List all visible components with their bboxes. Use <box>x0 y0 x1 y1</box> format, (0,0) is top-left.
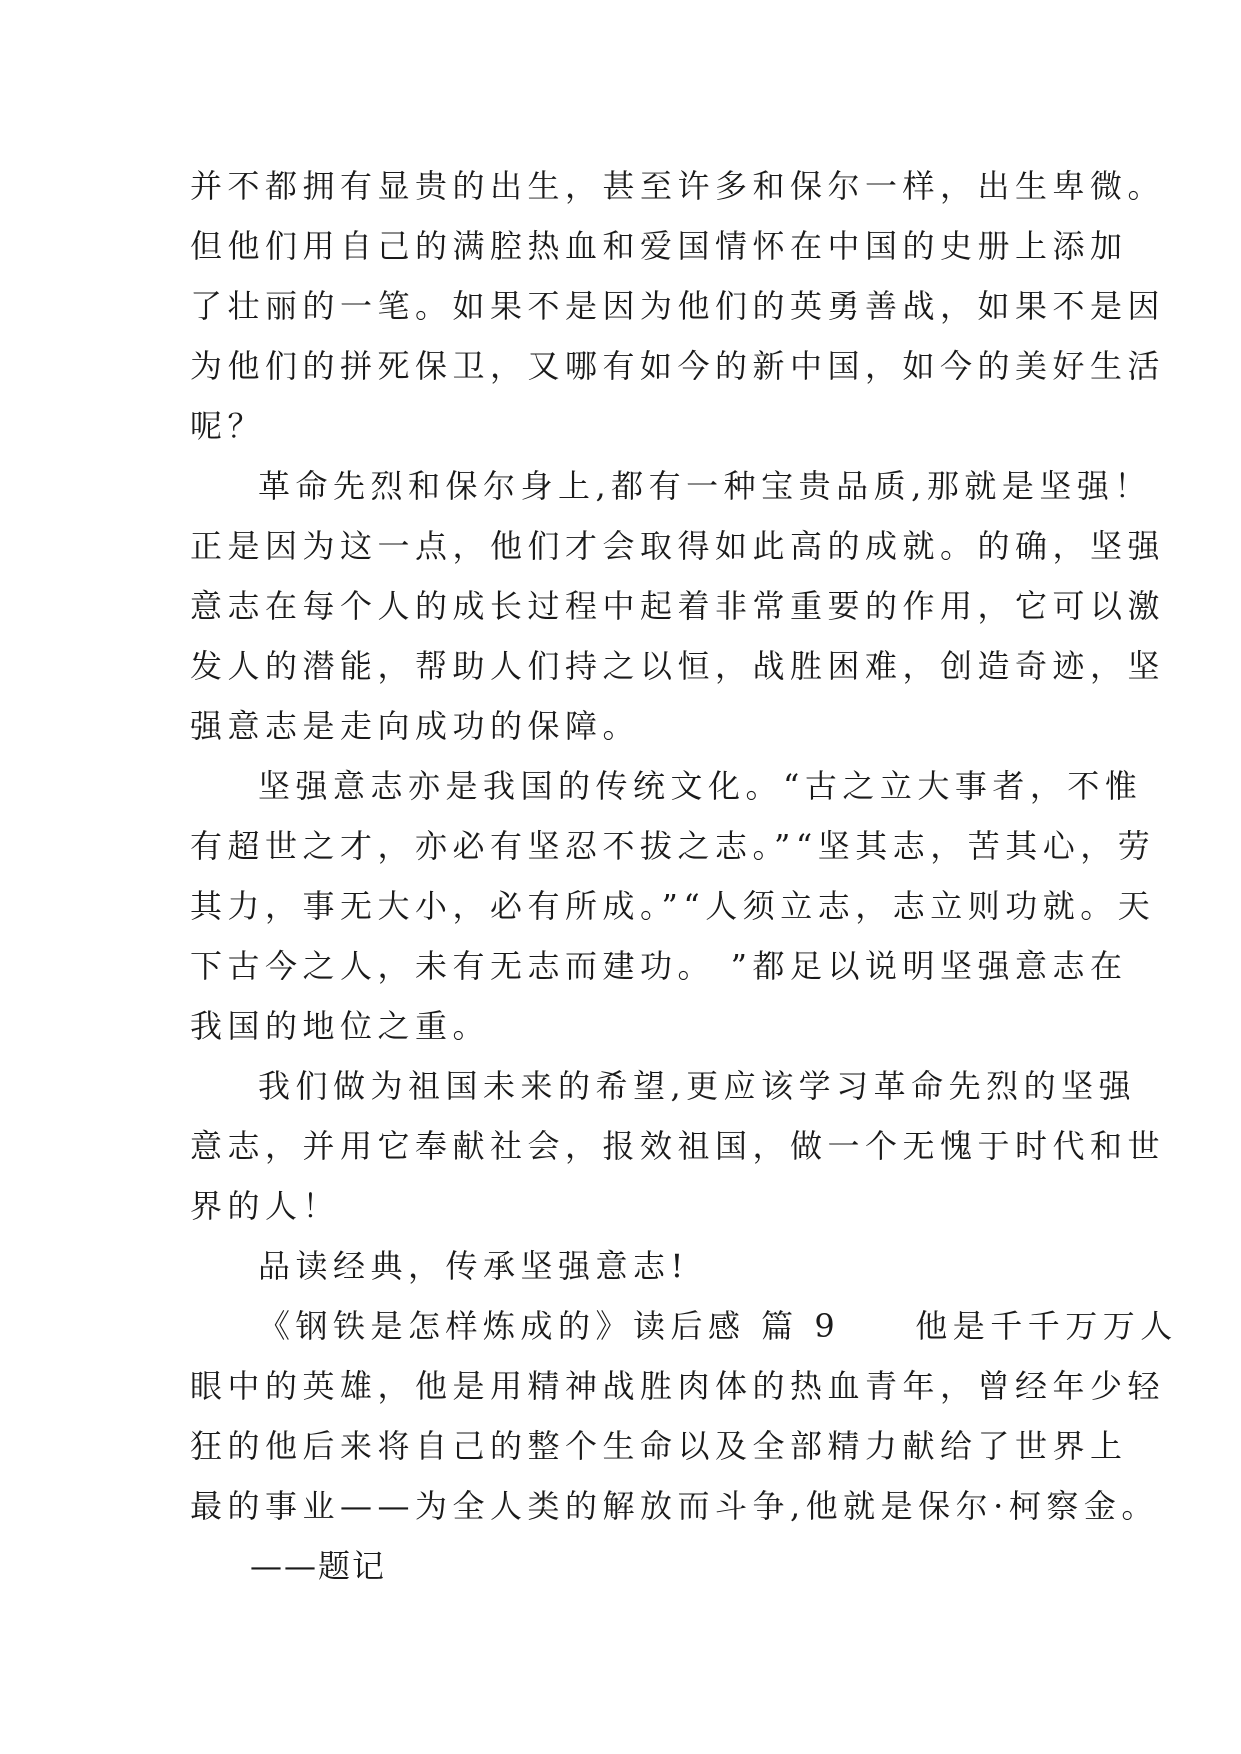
text-line: 意志，并用它奉献社会，报效祖国，做一个无愧于时代和世 <box>190 1127 1166 1165</box>
text-line: 最的事业——为全人类的解放而斗争,他就是保尔·柯察金。 <box>190 1487 1159 1525</box>
text-line: 狂的他后来将自己的整个生命以及全部精力献给了世界上 <box>190 1427 1128 1465</box>
text-line: 界的人！ <box>190 1187 341 1225</box>
paragraph-start-line: 革命先烈和保尔身上,都有一种宝贵品质,那就是坚强！ <box>258 467 1152 505</box>
epigraph-signature: ——题记 <box>250 1547 387 1585</box>
text-line: 了壮丽的一笔。如果不是因为他们的英勇善战，如果不是因 <box>190 287 1166 325</box>
text-line: 并不都拥有显贵的出生，甚至许多和保尔一样，出生卑微。 <box>190 167 1166 205</box>
paragraph-start-line: 我们做为祖国未来的希望,更应该学习革命先烈的坚强 <box>258 1067 1137 1105</box>
paragraph-start-line: 品读经典，传承坚强意志! <box>258 1247 689 1285</box>
document-body <box>190 156 1178 1596</box>
paragraph-start-line: 坚强意志亦是我国的传统文化。“古之立大事者，不惟 <box>258 767 1143 805</box>
text-line: 为他们的拼死保卫，又哪有如今的新中国，如今的美好生活 <box>190 347 1166 385</box>
text-line: 其力，事无大小，必有所成。”“人须立志，志立则功就。天 <box>190 887 1156 925</box>
text-line: 但他们用自己的满腔热血和爱国情怀在中国的史册上添加 <box>190 227 1128 265</box>
text-line: 正是因为这一点，他们才会取得如此高的成就。的确，坚强 <box>190 527 1166 565</box>
text-line: 我国的地位之重。 <box>190 1007 491 1045</box>
text-line: 呢？ <box>190 407 266 445</box>
text-line: 下古今之人，未有无志而建功。 ”都足以说明坚强意志在 <box>190 947 1128 985</box>
text-line: 意志在每个人的成长过程中起着非常重要的作用，它可以激 <box>190 587 1166 625</box>
text-line: 有超世之才，亦必有坚忍不拔之志。”“坚其志，苦其心，劳 <box>190 827 1156 865</box>
essay-heading-line: 《钢铁是怎样炼成的》读后感 篇 9 他是千千万万人 <box>258 1307 1178 1345</box>
text-line: 强意志是走向成功的保障。 <box>190 707 641 745</box>
text-line: 发人的潜能，帮助人们持之以恒，战胜困难，创造奇迹，坚 <box>190 647 1166 685</box>
text-line: 眼中的英雄，他是用精神战胜肉体的热血青年，曾经年少轻 <box>190 1367 1166 1405</box>
